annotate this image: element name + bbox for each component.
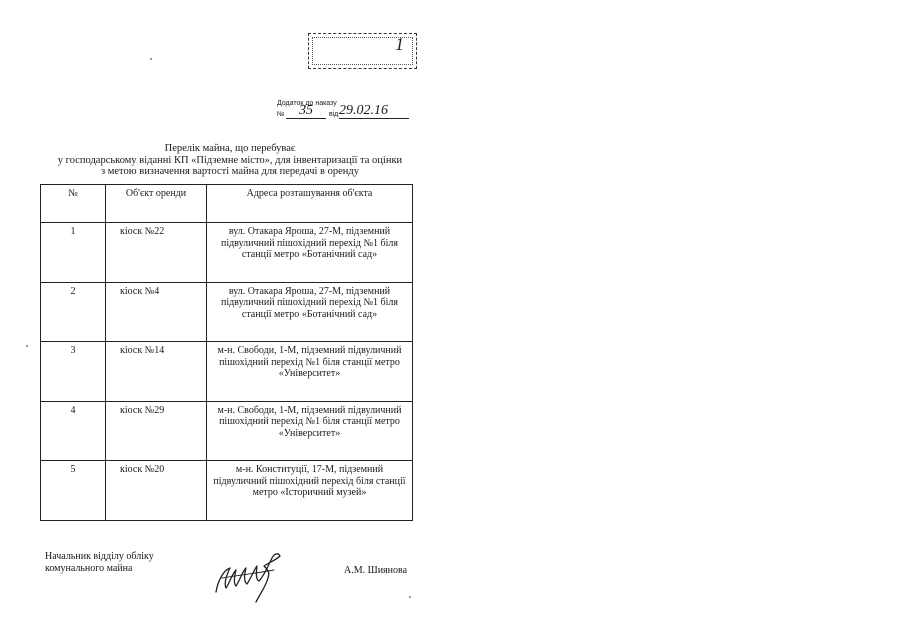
row-object: кіоск №29 <box>106 401 207 461</box>
row-object: кіоск №4 <box>106 282 207 342</box>
row-address: вул. Отакара Яроша, 27-М, підземний підвуличний пішохідний перехід №1 біля станції метро «Ботанічний сад» <box>207 223 413 283</box>
table-row <box>41 342 413 402</box>
appendix-number: 35 <box>286 104 326 119</box>
header-object: Об'єкт оренди <box>106 185 207 223</box>
property-table <box>40 184 413 521</box>
row-object: кіоск №14 <box>106 342 207 402</box>
appendix-number-label: № <box>277 111 285 118</box>
scan-speck <box>409 596 411 598</box>
appendix-from-label: від <box>329 111 339 118</box>
signer-title-line-2: комунального майна <box>45 563 133 574</box>
row-address: м-н. Конституції, 17-М, підземний підвуличний пішохідний перехід біля станції метро «Історичний музей» <box>207 461 413 521</box>
title-line-3: з метою визначення вартості майна для передачі в оренду <box>100 166 359 177</box>
table-row <box>41 282 413 342</box>
registration-stamp <box>308 33 417 69</box>
signer-title <box>45 551 154 575</box>
table-row <box>41 401 413 461</box>
row-number: 5 <box>41 461 106 521</box>
table-row <box>41 461 413 521</box>
row-address: м-н. Свободи, 1-М, підземний підвуличний пішохідний перехід №1 біля станції метро «Університет» <box>207 401 413 461</box>
document-title <box>30 143 430 178</box>
title-line-1: Перелік майна, що перебуває <box>164 143 296 154</box>
signer-name: А.М. Шиянова <box>344 565 408 576</box>
header-number: № <box>41 185 106 223</box>
signer-title-line-1: Начальник відділу обліку <box>45 551 154 562</box>
row-number: 2 <box>41 282 106 342</box>
row-number: 1 <box>41 223 106 283</box>
header-address: Адреса розташування об'єкта <box>207 185 413 223</box>
appendix-label: Додаток до наказу <box>277 100 337 107</box>
scan-speck <box>150 58 152 60</box>
row-object: кіоск №20 <box>106 461 207 521</box>
row-number: 4 <box>41 401 106 461</box>
scan-speck <box>26 345 28 347</box>
handwritten-signature <box>212 548 288 604</box>
row-address: вул. Отакара Яроша, 27-М, підземний підвуличний пішохідний перехід №1 біля станції метро «Ботанічний сад» <box>207 282 413 342</box>
table-row <box>41 223 413 283</box>
row-number: 3 <box>41 342 106 402</box>
stamp-mark: 1 <box>395 34 404 54</box>
table-header-row <box>41 185 413 223</box>
appendix-reference <box>277 100 417 126</box>
appendix-date: 29.02.16 <box>339 104 409 119</box>
row-address: м-н. Свободи, 1-М, підземний підвуличний пішохідний перехід №1 біля станції метро «Університет» <box>207 342 413 402</box>
row-object: кіоск №22 <box>106 223 207 283</box>
title-line-2: у господарському віданні КП «Підземне місто», для інвентаризації та оцінки <box>57 154 403 166</box>
